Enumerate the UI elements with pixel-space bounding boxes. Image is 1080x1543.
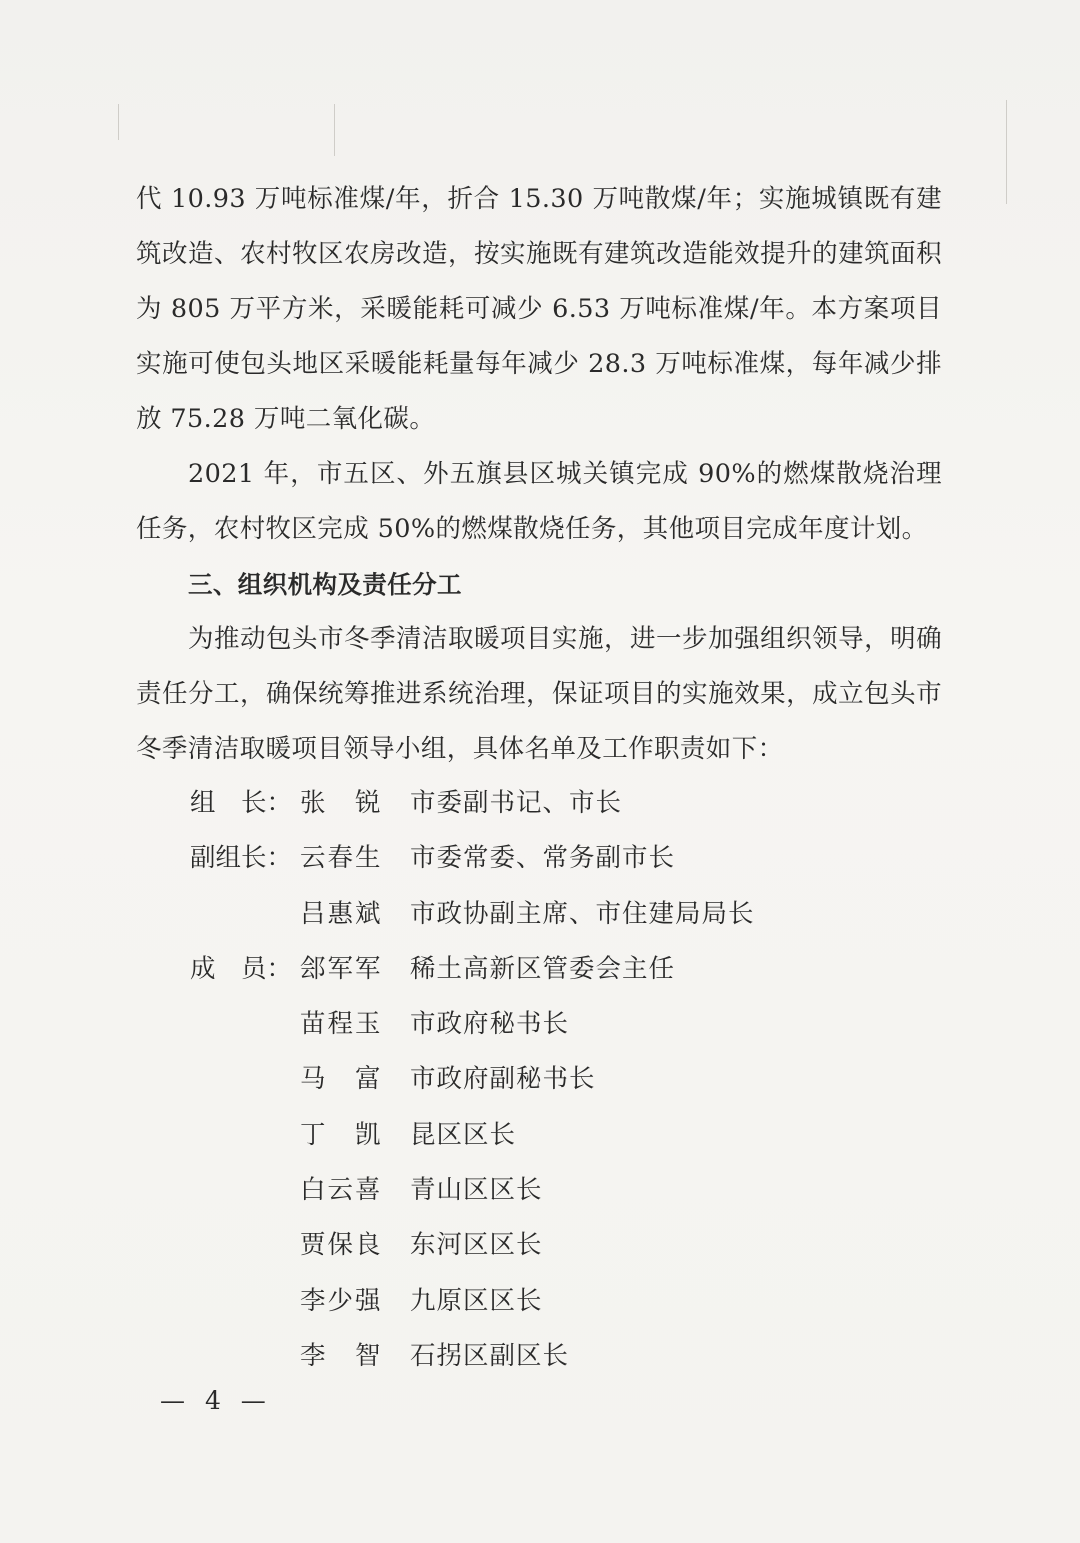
section-heading: 三、组织机构及责任分工 xyxy=(188,570,462,599)
roster-title: 九原区区长 xyxy=(410,1285,543,1316)
scan-margin-mark xyxy=(334,104,335,156)
roster-title: 市委副书记、市长 xyxy=(410,788,623,818)
roster-role: 成 员： xyxy=(190,953,293,984)
roster-row xyxy=(190,831,755,886)
roster-name: 张 锐 xyxy=(300,788,383,818)
roster-role xyxy=(190,997,300,1052)
roster-title: 稀土高新区管委会主任 xyxy=(410,953,676,984)
roster-name: 李少强 xyxy=(300,1285,383,1316)
roster-role: 组 长： xyxy=(190,788,293,818)
roster-row xyxy=(190,997,755,1052)
roster-name: 白云喜 xyxy=(300,1175,383,1206)
roster-role xyxy=(190,1163,300,1218)
roster-role xyxy=(190,1274,300,1329)
scan-margin-mark xyxy=(118,104,119,140)
roster-name: 李 智 xyxy=(300,1340,383,1371)
roster-row xyxy=(190,942,755,997)
roster-row xyxy=(190,776,755,831)
roster-name: 马 富 xyxy=(300,1064,383,1095)
roster-row xyxy=(190,1329,755,1384)
roster-row xyxy=(190,1108,755,1163)
roster-name: 吕惠斌 xyxy=(300,898,383,929)
roster-name: 郐军军 xyxy=(300,953,383,984)
paragraph-2021-targets: 2021 年，市五区、外五旗县区城关镇完成 90%的燃煤散烧治理任务，农村牧区完成 50%的燃煤散烧任务，其他项目完成年度计划。 xyxy=(136,459,942,544)
roster-title: 市政府秘书长 xyxy=(410,1009,570,1040)
roster-title: 石拐区副区长 xyxy=(410,1340,570,1371)
roster-title: 市委常委、常务副市长 xyxy=(410,843,676,874)
roster-name: 贾保良 xyxy=(300,1230,383,1261)
roster-role: 副组长： xyxy=(190,843,293,874)
document-body xyxy=(136,172,942,777)
roster-name: 丁 凯 xyxy=(300,1119,383,1150)
roster-role xyxy=(190,887,300,942)
roster-title: 昆区区长 xyxy=(410,1119,517,1150)
roster-name: 云春生 xyxy=(300,843,383,874)
roster-row xyxy=(190,1163,755,1218)
roster-role xyxy=(190,1052,300,1107)
leading-group-roster xyxy=(190,776,755,1384)
scan-margin-mark xyxy=(1006,100,1007,204)
roster-name: 苗程玉 xyxy=(300,1009,383,1040)
paragraph-leading-group-intro: 为推动包头市冬季清洁取暖项目实施，进一步加强组织领导，明确责任分工，确保统筹推进系统治理，保证项目的实施效果，成立包头市冬季清洁取暖项目领导小组，具体名单及工作职责如下： xyxy=(136,624,942,764)
page-number: — 4 — xyxy=(160,1386,272,1415)
paragraph-energy-savings: 代 10.93 万吨标准煤/年，折合 15.30 万吨散煤/年；实施城镇既有建筑改造、农村牧区农房改造，按实施既有建筑改造能效提升的建筑面积为 805 万平方米，采暖能耗可减少 6.53 万吨标准煤/年。本方案项目实施可使包头地区采暖能耗量每年减少 28.3 万吨标准煤，每年减少排放 75.28 万吨二氧化碳。 xyxy=(136,184,942,434)
roster-row xyxy=(190,1052,755,1107)
roster-title: 青山区区长 xyxy=(410,1175,543,1206)
roster-row xyxy=(190,1274,755,1329)
roster-role xyxy=(190,1218,300,1273)
roster-row xyxy=(190,887,755,942)
roster-role xyxy=(190,1329,300,1384)
roster-title: 东河区区长 xyxy=(410,1230,543,1261)
roster-title: 市政协副主席、市住建局局长 xyxy=(410,898,755,929)
roster-role xyxy=(190,1108,300,1163)
roster-title: 市政府副秘书长 xyxy=(410,1064,596,1095)
roster-row xyxy=(190,1218,755,1273)
